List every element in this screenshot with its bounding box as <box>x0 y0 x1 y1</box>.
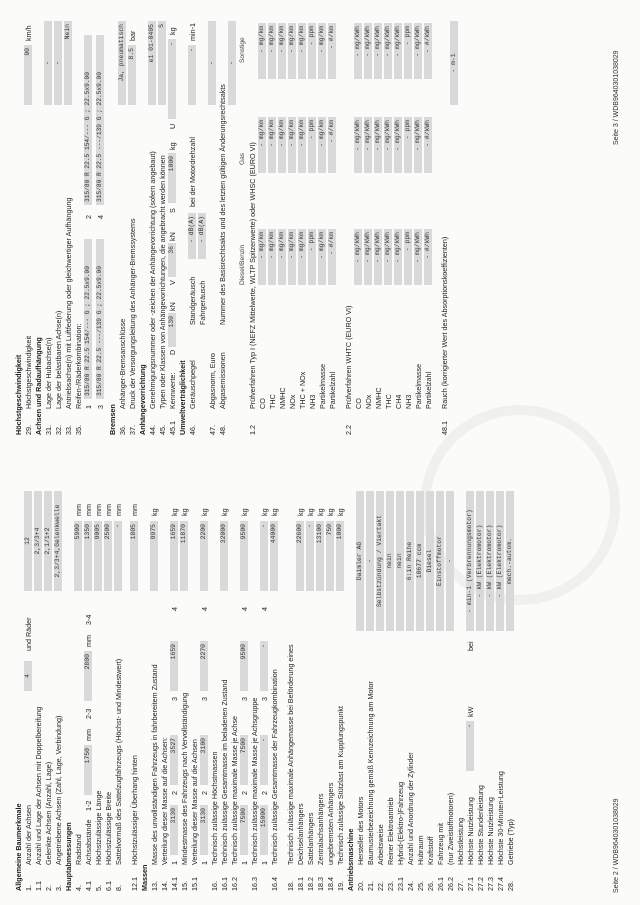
row-27-2: 27.2 Höchste Stundenleistung - kW (Elektromotor) <box>476 481 486 891</box>
emission-row: CO - mg/kWh - mg/kWh - mg/kWh <box>354 15 364 435</box>
row-48-value: - <box>228 15 238 435</box>
emission-value-cell: - mg/kWh <box>384 229 392 285</box>
tyre-row-1: 1 315/80 R 22.5 154/--- G ; 22.5x9.00 2 315/80 R 22.5 154/--- G ; 22.5x9.00 <box>84 15 96 435</box>
row-48: 48. Abgasemissionen Nummer des Basisrechtsakts und des letzten gültigen Änderungsrechtsakts <box>218 84 227 435</box>
emission-value-cell: - mg/km <box>278 117 286 173</box>
emission-value-cell: - mg/kWh <box>394 117 402 173</box>
emission-value-cell: - mg/kWh <box>394 229 402 285</box>
row-31: 31. Lage der Hubachse(n) - <box>44 15 54 435</box>
emission-row: NOx - mg/km - mg/km - mg/km <box>288 15 298 435</box>
row-23-1: 23.1 Hybrid-(Elektro-)Fahrzeug nein <box>396 481 406 891</box>
emission-value-cell: - mg/kWh <box>384 23 392 79</box>
row-45-1: 45.1 Kennwerte: D 130 kN V 36 kN S 1000 kg U - kg <box>168 27 177 435</box>
emission-row: THC - mg/km - mg/km - mg/km <box>268 15 278 435</box>
emission-value-cell: - mg/kWh <box>364 229 372 285</box>
row-45: 45. Typen oder Klassen von Anhängevorrichtungen, die angebracht werden können S <box>158 15 168 435</box>
row-26: 26. Kraftstoff Diesel <box>426 481 436 891</box>
emission-value-cell: - ppm <box>308 23 316 79</box>
emission-value-cell: - mg/km <box>258 229 266 285</box>
emission-row: NMHC - mg/kWh - mg/kWh - mg/kWh <box>374 15 384 435</box>
emission-value-cell: - mg/km <box>298 229 306 285</box>
emission-value-cell: - mg/km <box>268 229 276 285</box>
emission-value-cell: - mg/km <box>288 117 296 173</box>
emission-row: Partikelmasse - mg/kWh - mg/kWh - mg/kWh <box>414 15 424 435</box>
emission-value-cell: - mg/kWh <box>354 117 362 173</box>
row-12-1: 12.1 Höchstzulässiger Überhang hinten 1805 mm <box>130 504 139 891</box>
section-heading: Antriebsmaschine <box>346 828 355 891</box>
row-2: 2. Gelenkte Achsen (Anzahl, Lage) 2,1/1+2 <box>44 481 54 891</box>
emission-row: THC - mg/kWh - mg/kWh - mg/kWh <box>384 15 394 435</box>
emission-value-cell: - mg/kWh <box>374 117 382 173</box>
emission-value-cell: - mg/km <box>268 117 276 173</box>
emission-value-cell: - mg/km <box>298 117 306 173</box>
emission-value-cell: - mg/km <box>258 117 266 173</box>
emission-value-cell: - #/kWh <box>424 117 432 173</box>
emission-value-cell: - #/km <box>328 117 336 173</box>
row-13: 13. Masse des unvollständigen Fahrzeugs in fahrbereitem Zustand 9975 kg <box>150 508 159 891</box>
row-18-1: 18.1 Deichselanhängers 22600 kg <box>296 508 305 891</box>
footer-right: Seite 3 / WDB9640301038029 <box>613 50 620 145</box>
row-25: 25. Hubraum 10677 ccm <box>416 481 426 891</box>
emission-row: Partikelzahl - #/kWh - #/kWh - #/kWh <box>424 15 434 435</box>
row-16-2-values: 1 7500 2 7500 3 9500 4 9500 kg <box>240 508 249 865</box>
emission-value-cell: - mg/kWh <box>354 229 362 285</box>
row-35: 35. Reifen-/Räderkombination: <box>74 323 83 435</box>
emission-value-cell: - mg/km <box>318 117 326 173</box>
row-32: 32. Lage der belastbaren Achse(n) - <box>54 15 64 435</box>
left-column <box>14 481 516 891</box>
row-29: 29. Höchstgeschwindigkeit 90 km/h <box>24 25 33 435</box>
row-27-1: 27.1 Höchste Nutzleistung - kW bei - min-1 (Verbrennungsmotor) <box>466 481 476 891</box>
row-15: 15. Mindestmasse des Fahrzeugs nach Vervollständigung 11870 kg <box>180 508 189 891</box>
emission-value-cell: - mg/km <box>298 23 306 79</box>
section-heading: Massen <box>140 864 149 891</box>
emission-row: THC + NOx - mg/km - mg/km - mg/km <box>298 15 308 435</box>
row-16-3: 16.3 Technisch zulässige maximale Masse je Achsgruppe <box>250 697 259 891</box>
emissions-typ1 <box>258 15 338 435</box>
emission-row: NMHC - mg/km - mg/km - mg/km <box>278 15 288 435</box>
emission-value-cell: - mg/km <box>268 23 276 79</box>
row-18-3: 18.3 Zentralachsanhängers 13100 kg <box>316 508 325 891</box>
row-33: 33. Antriebsachse(n) mit Luftfederung oder gleichwertiger Aufhängung Nein <box>64 15 74 435</box>
row-4: 4. Radstand 5900 mm <box>74 504 83 891</box>
emission-value-cell: - #/km <box>328 23 336 79</box>
emission-value-cell: - ppm <box>404 229 412 285</box>
footer-left: Seite 2 / WDB9640301038029 <box>613 798 620 893</box>
row-48-1: 48.1 Rauch (korrigierter Wert des Absorptionskoeffizienten) <box>440 236 449 435</box>
emissions-whtc <box>354 15 434 435</box>
row-26-2: 26.2 (nur Zweistoffmotoren) - <box>446 481 456 891</box>
row-27-4: 27.4 Höchste 30-Minuten-Leistung - kW (Elektromotor) <box>496 481 506 891</box>
row-23: 23. Reiner Elektroantrieb nein <box>386 481 396 891</box>
emission-row: CO - mg/km - mg/km - mg/km <box>258 15 268 435</box>
emission-value-cell: - mg/km <box>278 23 286 79</box>
row-18-4: 18.4 ungebremsten Anhängers 750 kg <box>326 508 335 891</box>
right-column <box>14 15 460 435</box>
row-26-1: 26.1 Fahrzeug mit Einstoffmotor <box>436 481 446 891</box>
row-28: 28. Getriebe (Typ) mech.-autom. <box>506 481 516 891</box>
row-8: 8. Sattelvormaß des Sattelzugfahrzeugs (Höchst- und Mindestwert) - mm <box>114 504 123 891</box>
row-16-1: 16.1 Technisch zulässige Gesamtmasse im beladenen Zustand 32000 kg <box>220 508 229 891</box>
emission-row: NH3 - ppm - ppm - ppm <box>404 15 414 435</box>
tyre-row-2: 3 315/80 R 22.5 ---/139 G ; 22.5x9.00 4 315/80 R 22.5 ---/139 G ; 22.5x9.00 <box>96 15 108 435</box>
emission-value-cell: - mg/kWh <box>374 229 382 285</box>
row-16: 16. Technisch zulässige Höchstmassen <box>210 751 219 891</box>
emission-row: CH4 - mg/kWh - mg/kWh - mg/kWh <box>394 15 404 435</box>
emission-value-cell: - mg/kWh <box>364 23 372 79</box>
row-16-3-values: 1 15000 2 - 3 - 4 - kg <box>260 508 269 865</box>
section-heading: Hauptabmessungen <box>64 822 73 891</box>
row-18: 18. Technisch zulässige maximale Anhängemasse bei Beförderung eines <box>286 644 295 891</box>
emission-value-cell: - mg/kWh <box>384 117 392 173</box>
row-37: 37. Druck der Versorgungsleitung des Anhänger-Bremssystems 8.5 bar <box>128 30 137 435</box>
emission-value-cell: - mg/km <box>318 23 326 79</box>
emission-value-cell: - mg/kWh <box>354 23 362 79</box>
emission-value-cell: - ppm <box>308 117 316 173</box>
emission-value-cell: - #/km <box>328 229 336 285</box>
row-44: 44. Genehmigungsnummer oder -zeichen der Anhängevorrichtung (sofern angebaut) e1 01-0405 <box>148 15 158 435</box>
row-15-1-values: 1 3130 2 3100 3 2270 4 2200 kg <box>200 508 209 865</box>
emission-value-cell: - ppm <box>404 117 412 173</box>
row-19: 19. Technisch zulässige Stützlast am Kupplungspunkt 1000 kg <box>336 508 345 891</box>
emission-value-cell: - mg/kWh <box>394 23 402 79</box>
row-5: 5. Höchstzulässige Länge 9005 mm <box>94 504 103 891</box>
emission-value-cell: - #/kWh <box>424 229 432 285</box>
section-heading: Achsen und Radaufhängung <box>34 337 43 435</box>
section-heading: Umweltverträglichkeit <box>178 360 187 435</box>
row-1-1: 1.1 Anzahl und Lage der Achsen mit Doppelbereifung 2,3/3+4 <box>34 481 44 891</box>
row-27: 27. Höchstleistung <box>456 817 465 891</box>
emission-row: Partikelmasse - mg/km - mg/km - mg/km <box>318 15 328 435</box>
emission-row: NH3 - ppm - ppm - ppm <box>308 15 318 435</box>
emission-value-cell: - mg/km <box>288 229 296 285</box>
emission-row: Partikelzahl - #/km - #/km - #/km <box>328 15 338 435</box>
row-16-4: 16.4 Technisch zulässige Gesamtmasse der Fahrzeugkombination 44000 kg <box>270 508 279 891</box>
row-27-3: 27.3 Höchste Nutzleistung - kW (Elektromotor) <box>486 481 496 891</box>
emission-value-cell: - mg/km <box>318 229 326 285</box>
section-heading: Bremsen <box>108 404 117 435</box>
row-46-b: Fahrgeräusch - dB(A) <box>198 15 208 435</box>
emission-value-cell: - mg/km <box>258 23 266 79</box>
row-6-1: 6.1 Höchstzulässige Breite 2500 mm <box>104 504 113 891</box>
row-47: 47. Abgasnorm, Euro - <box>208 15 218 435</box>
emission-value-cell: - mg/kWh <box>414 229 422 285</box>
emission-value-cell: - mg/km <box>278 229 286 285</box>
row-21: 21. Baumusterbezeichnung gemäß Kennzeichnung am Motor - <box>366 481 376 891</box>
row-2-2: 2.2 Prüfverfahren WHTC (EURO VI) <box>344 305 353 435</box>
emission-value-cell: - mg/kWh <box>364 117 372 173</box>
emission-value-cell: - ppm <box>308 229 316 285</box>
emission-columns: Diesel/Benzin Gas Sonstige <box>239 37 246 285</box>
row-4-1: 4.1 Achsabstände 1-2 1750 mm 2-3 2800 mm 3-4 1350 mm <box>84 504 93 891</box>
row-22: 22. Arbeitsweise Selbstzündung / Viertakt <box>376 481 386 891</box>
row-3: 3. Angetriebene Achsen (Zahl, Lage, Verbindung) 2,3/3+4,Gelenkwelle <box>54 481 64 891</box>
emission-value-cell: - mg/kWh <box>414 23 422 79</box>
row-1-2: 1.2 Prüfverfahren Typ I (NEFZ Mittelwerte, WLTP Spitzenwerte) oder WHSC (EURO VI) <box>248 142 257 435</box>
emission-value-cell: - mg/kWh <box>374 23 382 79</box>
emission-value-cell: - #/kWh <box>424 23 432 79</box>
row-1: 1. Anzahl der Achsen 4 und Räder 12 <box>24 481 34 891</box>
row-36: 36. Anhänger-Bremsanschlüsse Ja, pneumatisch <box>118 15 128 435</box>
row-16-2: 16.2 Technisch zulässige maximale Masse je Achse <box>230 715 239 891</box>
row-15-1: 15.1 Verteilung dieser Masse auf die Achsen <box>190 739 199 891</box>
section-heading: Höchstgeschwindigkeit <box>14 354 23 435</box>
row-18-2: 18.2 Sattelanhängers - kg <box>306 508 315 891</box>
emission-value-cell: - mg/km <box>288 23 296 79</box>
row-24: 24. Anzahl und Anordnung der Zylinder 6:in Reihe <box>406 481 416 891</box>
emission-row: NOx - mg/kWh - mg/kWh - mg/kWh <box>364 15 374 435</box>
emission-value-cell: - mg/kWh <box>414 117 422 173</box>
emission-value-cell: - ppm <box>404 23 412 79</box>
row-14-1: 14.1 1 3130 2 3527 3 1659 4 1659 kg <box>170 508 179 891</box>
row-48-1-value: - m-1 <box>450 15 460 435</box>
section-heading: Allgemeine Baumerkmale <box>14 803 23 891</box>
row-46: 46. Geräuschpegel Standgeräusch - dB(A) bei der Motordrehzahl - min-1 <box>188 23 197 435</box>
row-20: 20. Hersteller des Motors Daimler AG <box>356 481 366 891</box>
row-14: 14. Verteilung dieser Masse auf die Achsen: <box>160 737 169 891</box>
section-heading: Anhängevorrichtung <box>138 364 147 435</box>
